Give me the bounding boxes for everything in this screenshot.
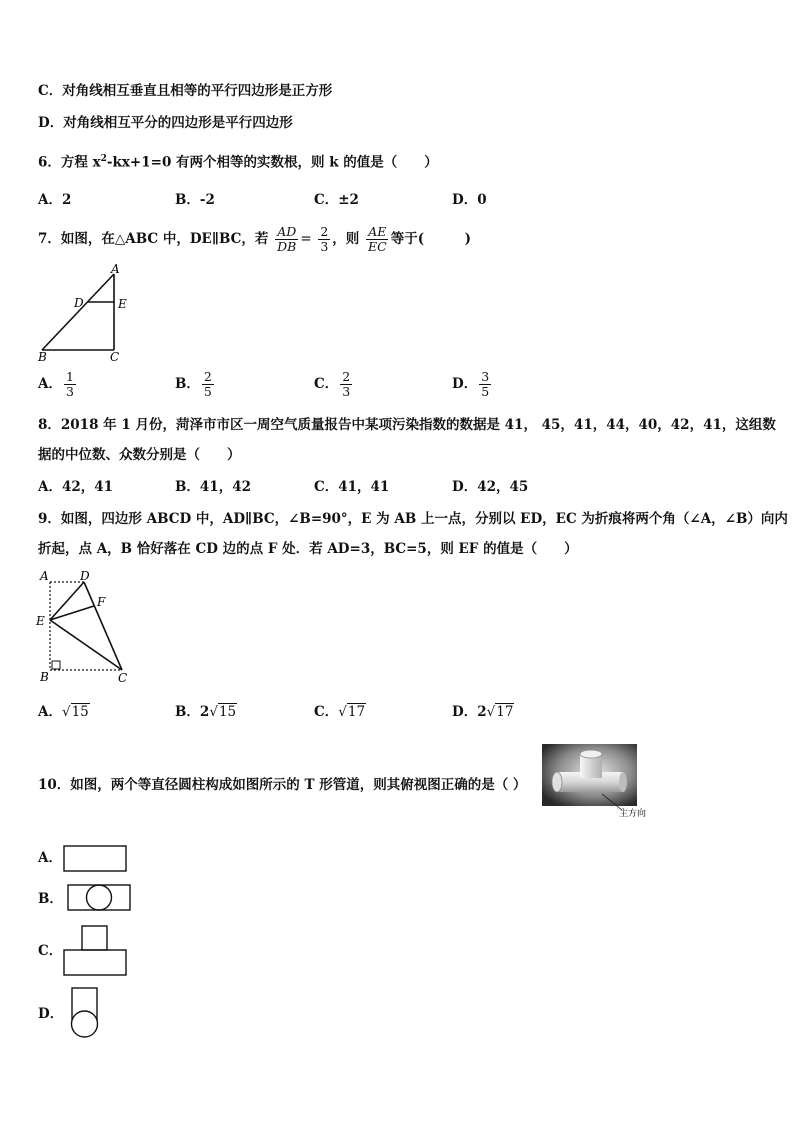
radicand: 17: [496, 704, 514, 720]
option-label: C．: [314, 376, 339, 392]
q9-stem-line-1: 9．如图，四边形 ABCD 中，AD∥BC，∠B=90°，E 为 AB 上一点，分别以 ED，EC 为折痕将两个角（∠A，∠B）向内: [38, 511, 788, 527]
q7-stem-part-a: 7．如图，在△ABC 中，DE∥BC，若: [38, 231, 269, 247]
q5-option-d: D．对角线相互平分的四边形是平行四边形: [38, 115, 293, 131]
pipe-end-left: [552, 772, 562, 792]
label-c: C: [118, 671, 128, 685]
radicand: 17: [347, 704, 366, 720]
option-fraction: [479, 370, 491, 399]
q10-stem: 10．如图，两个等直径圆柱构成如图所示的 T 形管道，则其俯视图正确的是（ ）: [38, 777, 527, 793]
main-direction-caption: 主方向: [619, 809, 647, 819]
q7-option-b: [175, 370, 216, 399]
frac-numerator: AE: [368, 224, 387, 239]
q10-option-d-label: D．: [38, 1006, 64, 1022]
frac-denominator: DB: [277, 239, 297, 254]
frac-denominator: 3: [65, 384, 74, 399]
option-label: C．: [314, 704, 339, 720]
q6-exponent: 2: [100, 154, 107, 164]
frac-denominator: 3: [342, 384, 351, 399]
q7-stem-part-c: 等于( ): [390, 231, 471, 247]
label-c: C: [110, 350, 120, 364]
q9-option-c: [314, 703, 366, 721]
radicand: 15: [218, 704, 237, 720]
q6-stem-part-a: 6．方程 x: [38, 154, 101, 171]
rectangle-shape: [68, 885, 130, 910]
frac-denominator: 5: [481, 384, 490, 399]
q10-option-b-label: B．: [38, 891, 63, 907]
option-fraction: [202, 370, 214, 399]
q10-option-a-shape: [62, 844, 130, 874]
q10-option-a-label: A．: [38, 850, 62, 866]
radicand: 15: [71, 704, 89, 720]
label-d: D: [80, 569, 90, 583]
q8-option-b: B．41，42: [175, 479, 251, 495]
q7-fraction-two-thirds: [318, 225, 330, 254]
q9-stem-line-2: 折起，点 A，B 恰好落在 CD 边的点 F 处．若 AD=3，BC=5，则 EF 的值是（ ）: [38, 541, 578, 557]
label-e: E: [36, 614, 45, 628]
q6-stem: [38, 150, 438, 172]
frac-numerator: 1: [65, 369, 74, 384]
label-b: B: [40, 670, 49, 684]
frac-denominator: 5: [203, 384, 212, 399]
q7-triangle-figure: [34, 262, 134, 366]
frac-denominator: EC: [368, 239, 387, 254]
q7-stem-part-b: ，则: [332, 231, 360, 247]
q7-fraction-ad-db: [275, 225, 298, 254]
option-label: B．: [175, 376, 200, 392]
sqrt-expression: √17: [486, 704, 514, 720]
bottom-rectangle-shape: [64, 950, 126, 975]
frac-numerator: AD: [277, 224, 297, 239]
frac-denominator: 3: [320, 239, 329, 254]
circle-shape: [72, 1011, 98, 1037]
q6-option-c: C．±2: [314, 192, 359, 208]
frac-numerator: 2: [342, 369, 351, 384]
option-fraction: [340, 370, 352, 399]
q8-option-d: D．42，45: [452, 479, 529, 495]
q6-option-d: D．0: [452, 192, 487, 208]
q10-option-c-label: C．: [38, 943, 63, 959]
q9-option-d: [452, 703, 514, 721]
sqrt-expression: √15: [209, 704, 237, 720]
q6-option-a: A．2: [38, 192, 72, 208]
q5-option-c: C．对角线相互垂直且相等的平行四边形是正方形: [38, 83, 333, 99]
label-d: D: [74, 296, 84, 310]
q8-stem-line-1: 8．2018 年 1 月份，菏泽市市区一周空气质量报告中某项污染指数的数据是 41， 45，41，44，40，42，41，这组数: [38, 417, 776, 433]
rectangle-shape: [64, 846, 126, 871]
frac-numerator: 2: [203, 369, 212, 384]
option-coefficient: 2: [477, 704, 487, 720]
sqrt-expression: √15: [61, 704, 89, 720]
label-f: F: [97, 595, 106, 609]
equals-sign: =: [300, 231, 312, 247]
pipe-end-right: [619, 772, 627, 792]
side-ab: [42, 274, 114, 350]
q7-fraction-ae-ec: [366, 225, 389, 254]
q9-quadrilateral-figure: [34, 568, 134, 686]
option-label: B．: [175, 704, 200, 720]
option-label: A．: [38, 704, 62, 720]
q7-stem: [38, 225, 471, 254]
q8-stem-line-2: 据的中位数、众数分别是（ ）: [38, 447, 241, 463]
pipe-end-top: [580, 750, 602, 758]
q9-option-a: [38, 703, 90, 721]
q9-option-b: [175, 703, 237, 721]
option-coefficient: 2: [199, 704, 210, 720]
q7-option-d: [452, 370, 493, 399]
q10-option-c-shape: [62, 924, 130, 978]
q8-option-c: C．41，41: [314, 479, 390, 495]
q7-option-a: [38, 370, 78, 399]
frac-numerator: 2: [320, 224, 329, 239]
q6-option-b: B．-2: [175, 192, 215, 208]
top-square-shape: [82, 926, 107, 950]
q10-option-b-shape: [66, 882, 134, 914]
label-b: B: [38, 350, 47, 364]
right-angle-mark: [52, 661, 60, 669]
q6-stem-part-b: -kx+1=0 有两个相等的实数根，则 k 的值是（ ）: [106, 154, 438, 171]
q7-option-c: [314, 370, 354, 399]
q10-option-d-shape: [66, 986, 106, 1042]
frac-numerator: 3: [481, 369, 490, 384]
sqrt-expression: √17: [338, 704, 366, 720]
label-a: A: [40, 569, 49, 583]
option-label: D．: [452, 704, 478, 720]
option-fraction: [64, 370, 76, 399]
label-a: A: [111, 262, 120, 276]
label-e: E: [118, 297, 127, 311]
q8-option-a: A．42，41: [38, 479, 114, 495]
circle-shape: [87, 885, 112, 910]
option-label: A．: [38, 376, 62, 392]
q10-t-pipe-photo: [542, 744, 682, 820]
option-label: D．: [452, 376, 478, 392]
